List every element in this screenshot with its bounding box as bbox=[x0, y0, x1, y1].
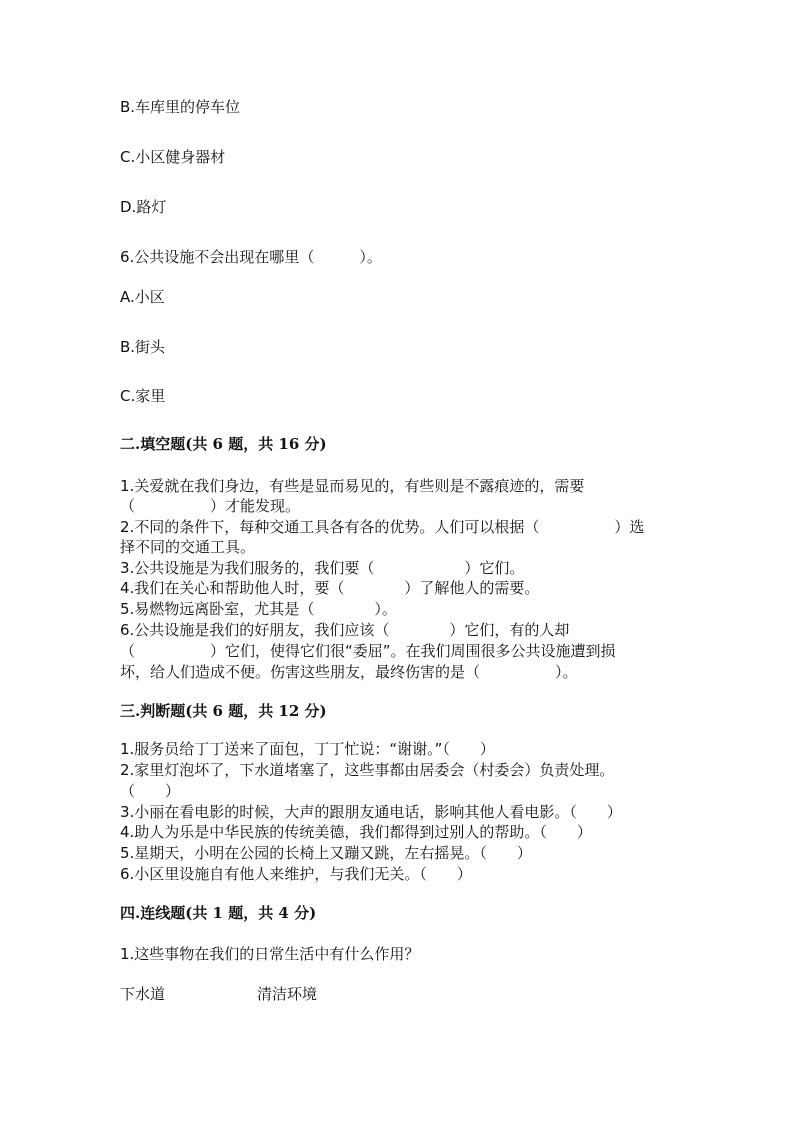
match-right-item: 清洁环境 bbox=[257, 985, 318, 1003]
q5-option-b: B.车库里的停车位 bbox=[120, 98, 241, 116]
q5-option-c: C.小区健身器材 bbox=[120, 148, 226, 166]
section3-line: （ ） bbox=[120, 782, 181, 800]
section4-question: 1.这些事物在我们的日常生活中有什么作用？ bbox=[120, 945, 420, 963]
q6-option-c: C.家里 bbox=[120, 387, 166, 405]
section2-line: 1.关爱就在我们身边，有些是显而易见的，有些则是不露痕迹的，需要 bbox=[120, 477, 585, 495]
section2-line: 6.公共设施是我们的好朋友，我们应该（ ）它们，有的人却 bbox=[120, 621, 570, 639]
section3-line: 2.家里灯泡坏了，下水道堵塞了，这些事都由居委会（村委会）负责处理。 bbox=[120, 761, 615, 779]
section2-line: 择不同的交通工具。 bbox=[120, 538, 256, 556]
section2-line: （ ）它们，使得它们很“委屈”。在我们周围很多公共设施遭到损 bbox=[120, 642, 616, 660]
section2-line: 2.不同的条件下，每种交通工具各有各的优势。人们可以根据（ ）选 bbox=[120, 518, 645, 536]
match-left-item: 下水道 bbox=[120, 985, 166, 1003]
section3-line: 3.小丽在看电影的时候，大声的跟朋友通电话，影响其他人看电影。（ ） bbox=[120, 803, 622, 821]
matching-row bbox=[120, 984, 318, 1064]
section2-line: 坏，给人们造成不便。伤害这些朋友，最终伤害的是（ ）。 bbox=[120, 663, 578, 681]
section2-heading: 二.填空题(共 6 题，共 16 分) bbox=[120, 435, 327, 453]
section3-heading: 三.判断题(共 6 题，共 12 分) bbox=[120, 702, 327, 720]
section2-line: （ ）才能发现。 bbox=[120, 497, 301, 515]
q6-option-b: B.街头 bbox=[120, 338, 166, 356]
q6-question: 6.公共设施不会出现在哪里（ ）。 bbox=[120, 248, 382, 266]
section2-line: 3.公共设施是为我们服务的，我们要（ ）它们。 bbox=[120, 559, 525, 577]
section3-line: 4.助人为乐是中华民族的传统美德，我们都得到过别人的帮助。（ ） bbox=[120, 823, 592, 841]
q6-option-a: A.小区 bbox=[120, 288, 165, 306]
section3-line: 6.小区里设施自有他人来维护，与我们无关。（ ） bbox=[120, 865, 472, 883]
q5-option-d: D.路灯 bbox=[120, 198, 167, 216]
section4-heading: 四.连线题(共 1 题，共 4 分) bbox=[120, 904, 317, 922]
section3-line: 5.星期天，小明在公园的长椅上又蹦又跳，左右摇晃。（ ） bbox=[120, 844, 532, 862]
section3-line: 1.服务员给丁丁送来了面包，丁丁忙说：“谢谢。”（ ） bbox=[120, 740, 495, 758]
section2-line: 5.易燃物远离卧室，尤其是（ ）。 bbox=[120, 600, 397, 618]
section2-line: 4.我们在关心和帮助他人时，要（ ）了解他人的需要。 bbox=[120, 579, 540, 597]
